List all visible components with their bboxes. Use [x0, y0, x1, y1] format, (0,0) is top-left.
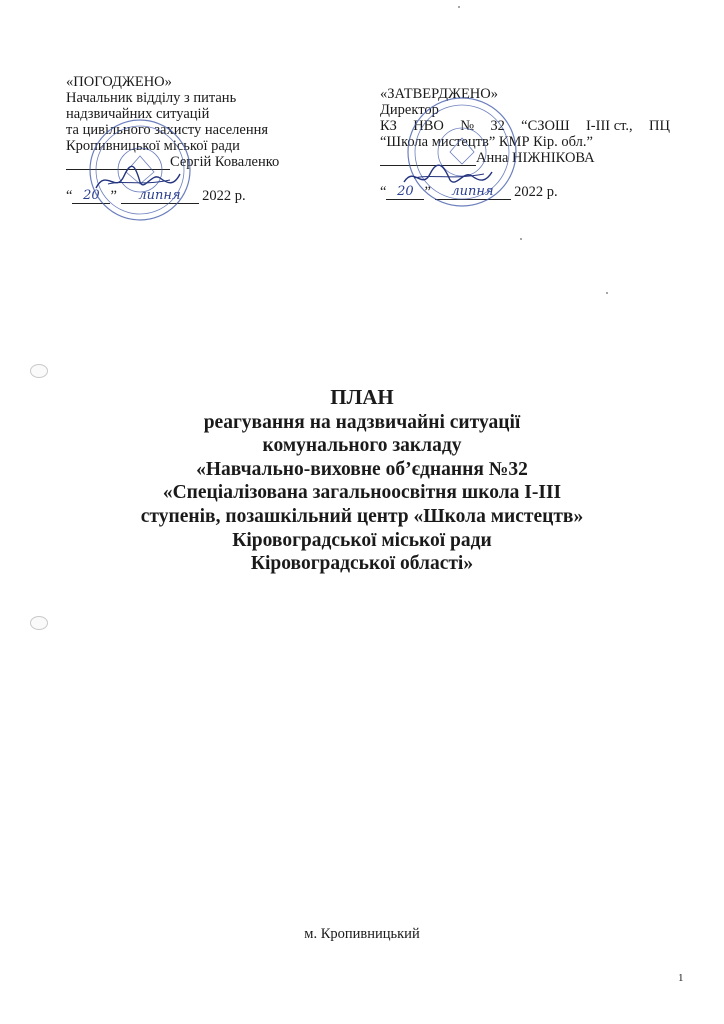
- approval-block-approved: [380, 86, 670, 200]
- agreed-position-line-3: та цивільного захисту населення: [66, 122, 269, 138]
- plan-subtitle-line-4: «Спеціалізована загальноосвітня школа І-ІІІ: [162, 482, 562, 504]
- agreed-date-year: 2022 р.: [202, 188, 246, 204]
- city-name: м. Кропивницький: [304, 926, 420, 942]
- approved-institution-line-2: “Школа мистецтв” КМР Кір. обл.”: [380, 134, 593, 150]
- plan-subtitle-line-5: ступенів, позашкільний центр «Школа мистецтв»: [140, 505, 584, 527]
- agreed-date-row: “ 20 ” липня 2022 р.: [66, 188, 246, 204]
- agreed-signatory-name: Сергій Коваленко: [170, 154, 280, 170]
- agreed-position-line-4: Кропивницької міської ради: [66, 138, 240, 154]
- approved-date-row: “ 20 ” липня 2022 р.: [380, 184, 558, 200]
- scan-speck: [606, 292, 608, 294]
- approved-signature-line: [380, 150, 670, 166]
- punch-hole-icon: [30, 616, 48, 630]
- approved-position: Директор: [380, 102, 439, 118]
- signature-underline: [380, 151, 476, 166]
- signature-underline: [66, 155, 170, 170]
- agreed-date-day: 20: [72, 188, 110, 204]
- page-number: 1: [678, 972, 684, 984]
- approval-block-agreed: [66, 74, 326, 204]
- plan-title: ПЛАН: [330, 385, 394, 409]
- plan-subtitle-line-2: комунального закладу: [262, 435, 462, 457]
- plan-title-block: [40, 386, 684, 576]
- approved-header: «ЗАТВЕРДЖЕНО»: [380, 86, 499, 102]
- scan-speck: [520, 238, 522, 240]
- approved-date-year: 2022 р.: [514, 184, 558, 200]
- agreed-position-line-2: надзвичайних ситуацій: [66, 106, 210, 122]
- plan-subtitle-line-6: Кіровоградської міської ради: [232, 529, 492, 551]
- approved-date-month: липня: [435, 184, 511, 200]
- approved-institution-line-1: КЗ НВО № 32 “СЗОШ І-ІІІ ст., ПЦ: [380, 118, 670, 134]
- agreed-date-month: липня: [121, 188, 199, 204]
- plan-subtitle-line-1: реагування на надзвичайні ситуації: [203, 411, 521, 433]
- agreed-signature-line: [66, 154, 326, 170]
- agreed-header: «ПОГОДЖЕНО»: [66, 74, 172, 90]
- punch-hole-icon: [30, 364, 48, 378]
- agreed-position-line-1: Начальник відділу з питань: [66, 90, 237, 106]
- plan-subtitle-line-3: «Навчально-виховне об’єднання №32: [196, 458, 528, 480]
- approved-signatory-name: Анна НІЖНІКОВА: [476, 150, 595, 166]
- scan-speck: [458, 6, 460, 8]
- approved-date-day: 20: [386, 184, 424, 200]
- plan-subtitle-line-7: Кіровоградської області»: [250, 553, 474, 575]
